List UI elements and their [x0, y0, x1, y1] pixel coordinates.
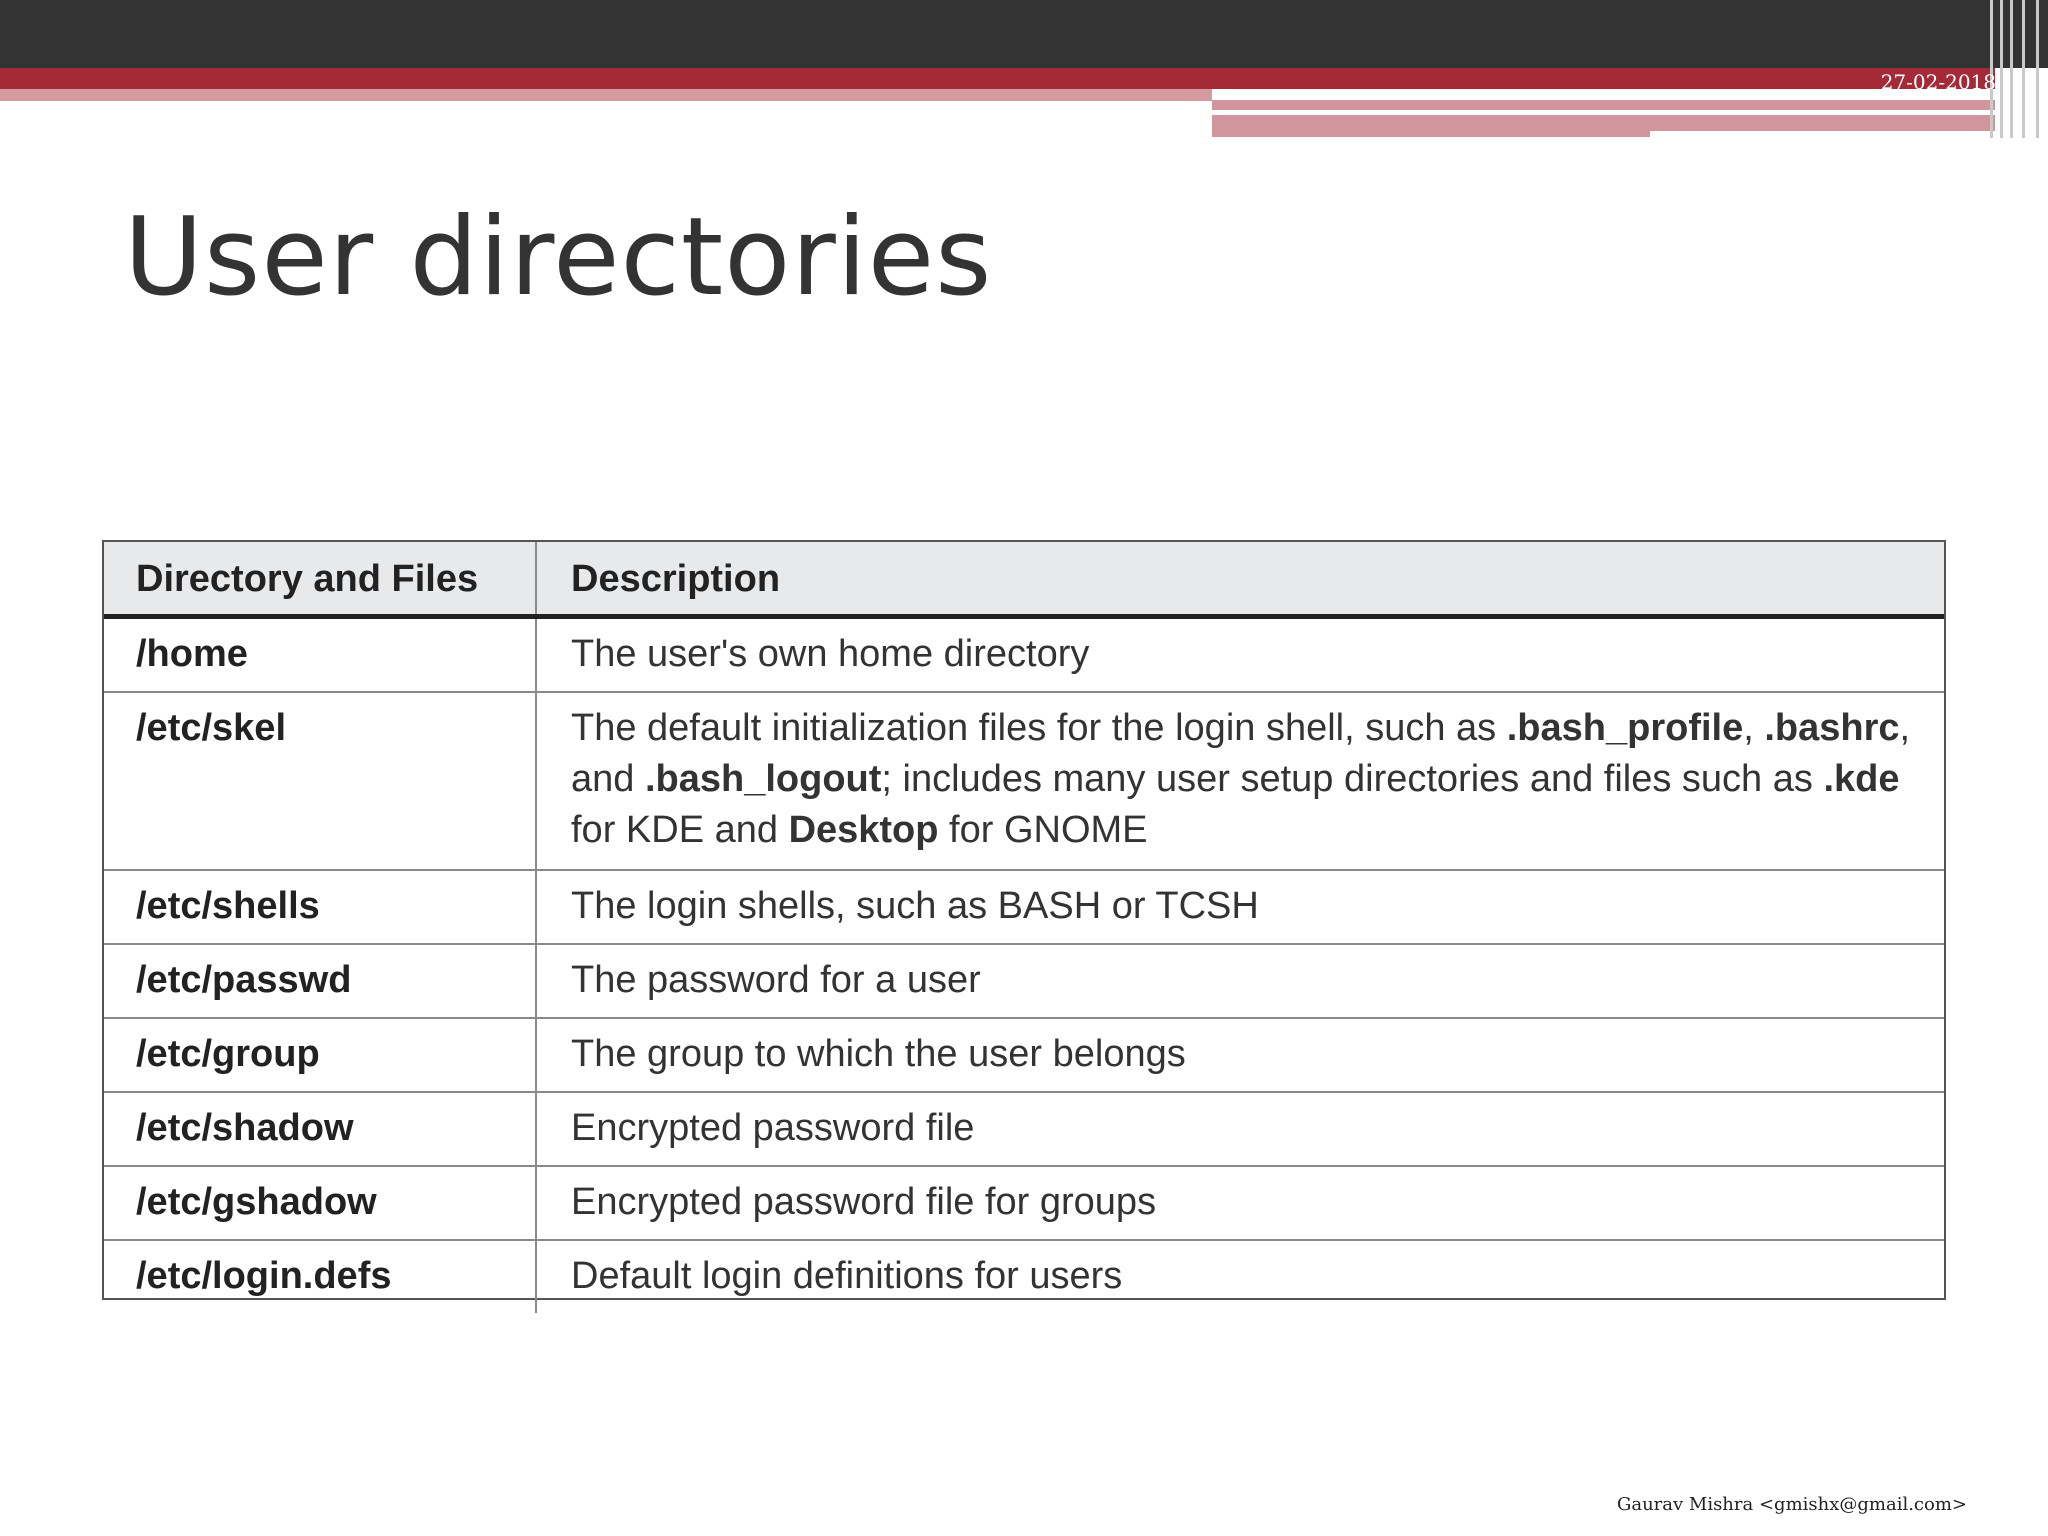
column-header-description: Description: [536, 542, 1944, 617]
banner-pink-band: [1212, 115, 1650, 137]
directory-name: /etc/skel: [104, 692, 536, 870]
directory-description: The group to which the user belongs: [536, 1018, 1944, 1092]
banner-pink-band: [1212, 100, 1995, 110]
directory-name: /etc/passwd: [104, 944, 536, 1018]
directory-name: /etc/shadow: [104, 1092, 536, 1166]
banner-pink-band: [0, 89, 1212, 101]
banner-pink-band: [1650, 115, 1995, 131]
directory-description: The default initialization files for the login shell, such as .bash_profile, .bashrc, and .bash_logout; includes many user setup directories and files such as .kde for KDE and Desktop for GNOME: [536, 692, 1944, 870]
directory-name: /etc/login.defs: [136, 1255, 392, 1297]
slide-title: User directories: [124, 195, 993, 320]
table-row: [104, 1166, 1944, 1240]
slide-footer-author: Gaurav Mishra <gmishx@gmail.com>: [1616, 1494, 1967, 1515]
directory-name: /etc/group: [104, 1018, 536, 1092]
directory-name: /etc/gshadow: [104, 1166, 536, 1240]
directory-description: The password for a user: [536, 944, 1944, 1018]
top-banner: [0, 0, 2048, 68]
table-row: [104, 617, 1944, 693]
table-row: [104, 692, 1944, 870]
directory-description: The user's own home directory: [536, 617, 1944, 693]
column-header-directory: Directory and Files: [104, 542, 536, 617]
directory-description: Default login definitions for users: [536, 1240, 1944, 1313]
table-row: [104, 870, 1944, 944]
table-header-row: [104, 542, 1944, 617]
directory-name: /home: [104, 617, 536, 693]
slide-date: 27-02-2018: [1880, 70, 1996, 94]
directory-description: The login shells, such as BASH or TCSH: [536, 870, 1944, 944]
directory-name: /etc/shells: [104, 870, 536, 944]
directory-description: Encrypted password file for groups: [536, 1166, 1944, 1240]
directory-description: Encrypted password file: [536, 1092, 1944, 1166]
table-row: [104, 1240, 1944, 1313]
table-row: [104, 944, 1944, 1018]
directories-table: [102, 540, 1946, 1300]
table-row: [104, 1018, 1944, 1092]
banner-red-band: [0, 68, 1995, 89]
banner-edge-stripes: [1986, 0, 2048, 138]
table-row: [104, 1092, 1944, 1166]
